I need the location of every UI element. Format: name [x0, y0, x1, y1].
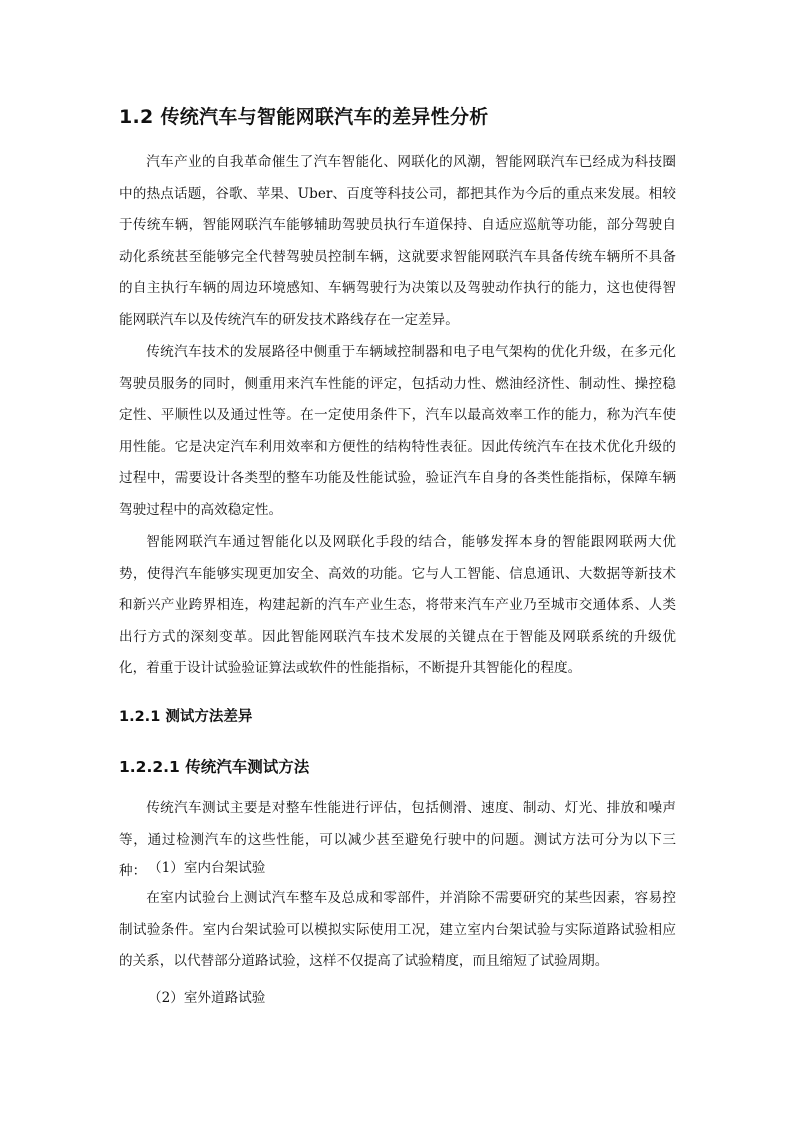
subsubsection-heading: 1.2.2.1 传统汽车测试方法	[119, 758, 310, 776]
section-heading: 1.2 传统汽车与智能网联汽车的差异性分析	[119, 106, 489, 128]
paragraph-test-intro: 传统汽车测试主要是对整车性能进行评估，包括侧滑、速度、制动、灯光、排放和噪声等，通过检测汽车的这些性能，可以减少甚至避免行驶中的问题。测试方法可分为以下三种：	[119, 800, 676, 880]
subsection-heading: 1.2.1 测试方法差异	[119, 709, 253, 725]
list-item-outdoor-road-test: （2）室外道路试验	[148, 990, 266, 1006]
list-item-indoor-bench-test: （1）室内台架试验	[148, 860, 266, 876]
paragraph-traditional-tech-path: 传统汽车技术的发展路径中侧重于车辆域控制器和电子电气架构的优化升级，在多元化驾驶员服务的同时，侧重用来汽车性能的评定，包括动力性、燃油经济性、制动性、操控稳定性、平顺性以及通过性等。在一定使用条件下，汽车以最高效率工作的能力，称为汽车使用性能。它是决定汽车利用效率和方便性的结构特性表征。因此传统汽车在技术优化升级的过程中，需要设计各类型的整车功能及性能试验，验证汽车自身的各类性能指标，保障车辆驾驶过程中的高效稳定性。	[119, 344, 676, 518]
paragraph-intelligent-revolution: 汽车产业的自我革命催生了汽车智能化、网联化的风潮，智能网联汽车已经成为科技圈中的热点话题，谷歌、苹果、Uber、百度等科技公司，都把其作为今后的重点来发展。相较于传统车辆，智能网联汽车能够辅助驾驶员执行车道保持、自适应巡航等功能，部分驾驶自动化系统甚至能够完全代替驾驶员控制车辆，这就要求智能网联汽车具备传统车辆所不具备的自主执行车辆的周边环境感知、车辆驾驶行为决策以及驾驶动作执行的能力，这也使得智能网联汽车以及传统汽车的研发技术路线存在一定差异。	[119, 154, 676, 328]
paragraph-icv-advantages: 智能网联汽车通过智能化以及网联化手段的结合，能够发挥本身的智能跟网联两大优势，使得汽车能够实现更加安全、高效的功能。它与人工智能、信息通讯、大数据等新技术和新兴产业跨界相连，构建起新的汽车产业生态，将带来汽车产业乃至城市交通体系、人类出行方式的深刻变革。因此智能网联汽车技术发展的关键点在于智能及网联系统的升级优化，着重于设计试验验证算法或软件的性能指标，不断提升其智能化的程度。	[119, 534, 676, 677]
paragraph-indoor-bench-test: 在室内试验台上测试汽车整车及总成和零部件，并消除不需要研究的某些因素，容易控制试验条件。室内台架试验可以模拟实际使用工况，建立室内台架试验与实际道路试验相应的关系，以代替部分道路试验，这样不仅提高了试验精度，而且缩短了试验周期。	[119, 890, 676, 970]
